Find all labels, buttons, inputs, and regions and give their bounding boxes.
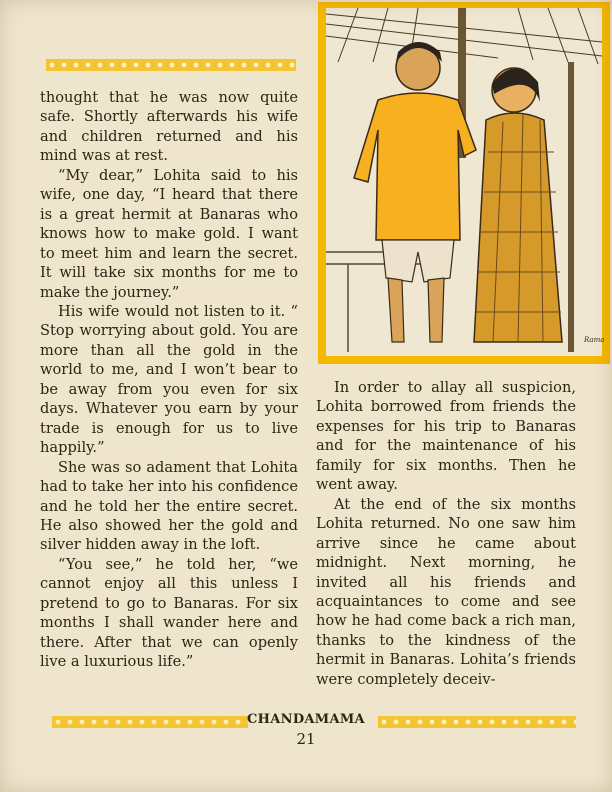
paragraph: In order to allay all suspicion, Lohita borrowed from friends the expenses for his trip to Banaras and for the maintenance of his family for six months. Then he went away. [316, 379, 576, 494]
paragraph: She was so adament that Lohita had to take her into his confidence and he told her the entire secret. He also showed her the gold and silver hidden away in the loft. [40, 458, 298, 554]
right-text-column [316, 378, 576, 689]
artist-signature: Rama [584, 336, 605, 344]
story-illustration [318, 2, 610, 364]
paragraph: His wife would not listen to it. “ Stop worrying about gold. You are more than all the gold in the world to me, and I won’t bear to be away from you even for six days. Whatever you earn by your trade is enough for us to live happily.” [40, 302, 298, 457]
paragraph: At the end of the six months Lohita returned. No one saw him arrive since he came about midnight. Next morning, he invited all his friends and acquaintances to come and see how he had come back a rich man, thanks to the kindness of the hermit in Banaras. Lohita’s friends were completely deceiv- [316, 495, 576, 688]
left-text-column [40, 88, 298, 672]
hut-post [568, 62, 574, 352]
top-decorative-border [46, 59, 296, 71]
magazine-title: CHANDAMAMA [247, 712, 365, 727]
man-and-woman-illustration [318, 2, 610, 364]
paragraph: thought that he was now quite safe. Shortly afterwards his wife and children returned and his mind was at rest. [40, 89, 298, 165]
paragraph: “You see,” he told her, “we cannot enjoy all this unless I pretend to go to Banaras. For six months I shall wander here and there. After that we can openly live a luxurious life.” [40, 555, 298, 671]
page-number: 21 [296, 730, 316, 748]
paragraph: “My dear,” Lohita said to his wife, one day, “I heard that there is a great hermit at Banaras who knows how to make gold. I want to meet him and learn the secret. It will take six months for me to make the journey.” [40, 166, 298, 301]
